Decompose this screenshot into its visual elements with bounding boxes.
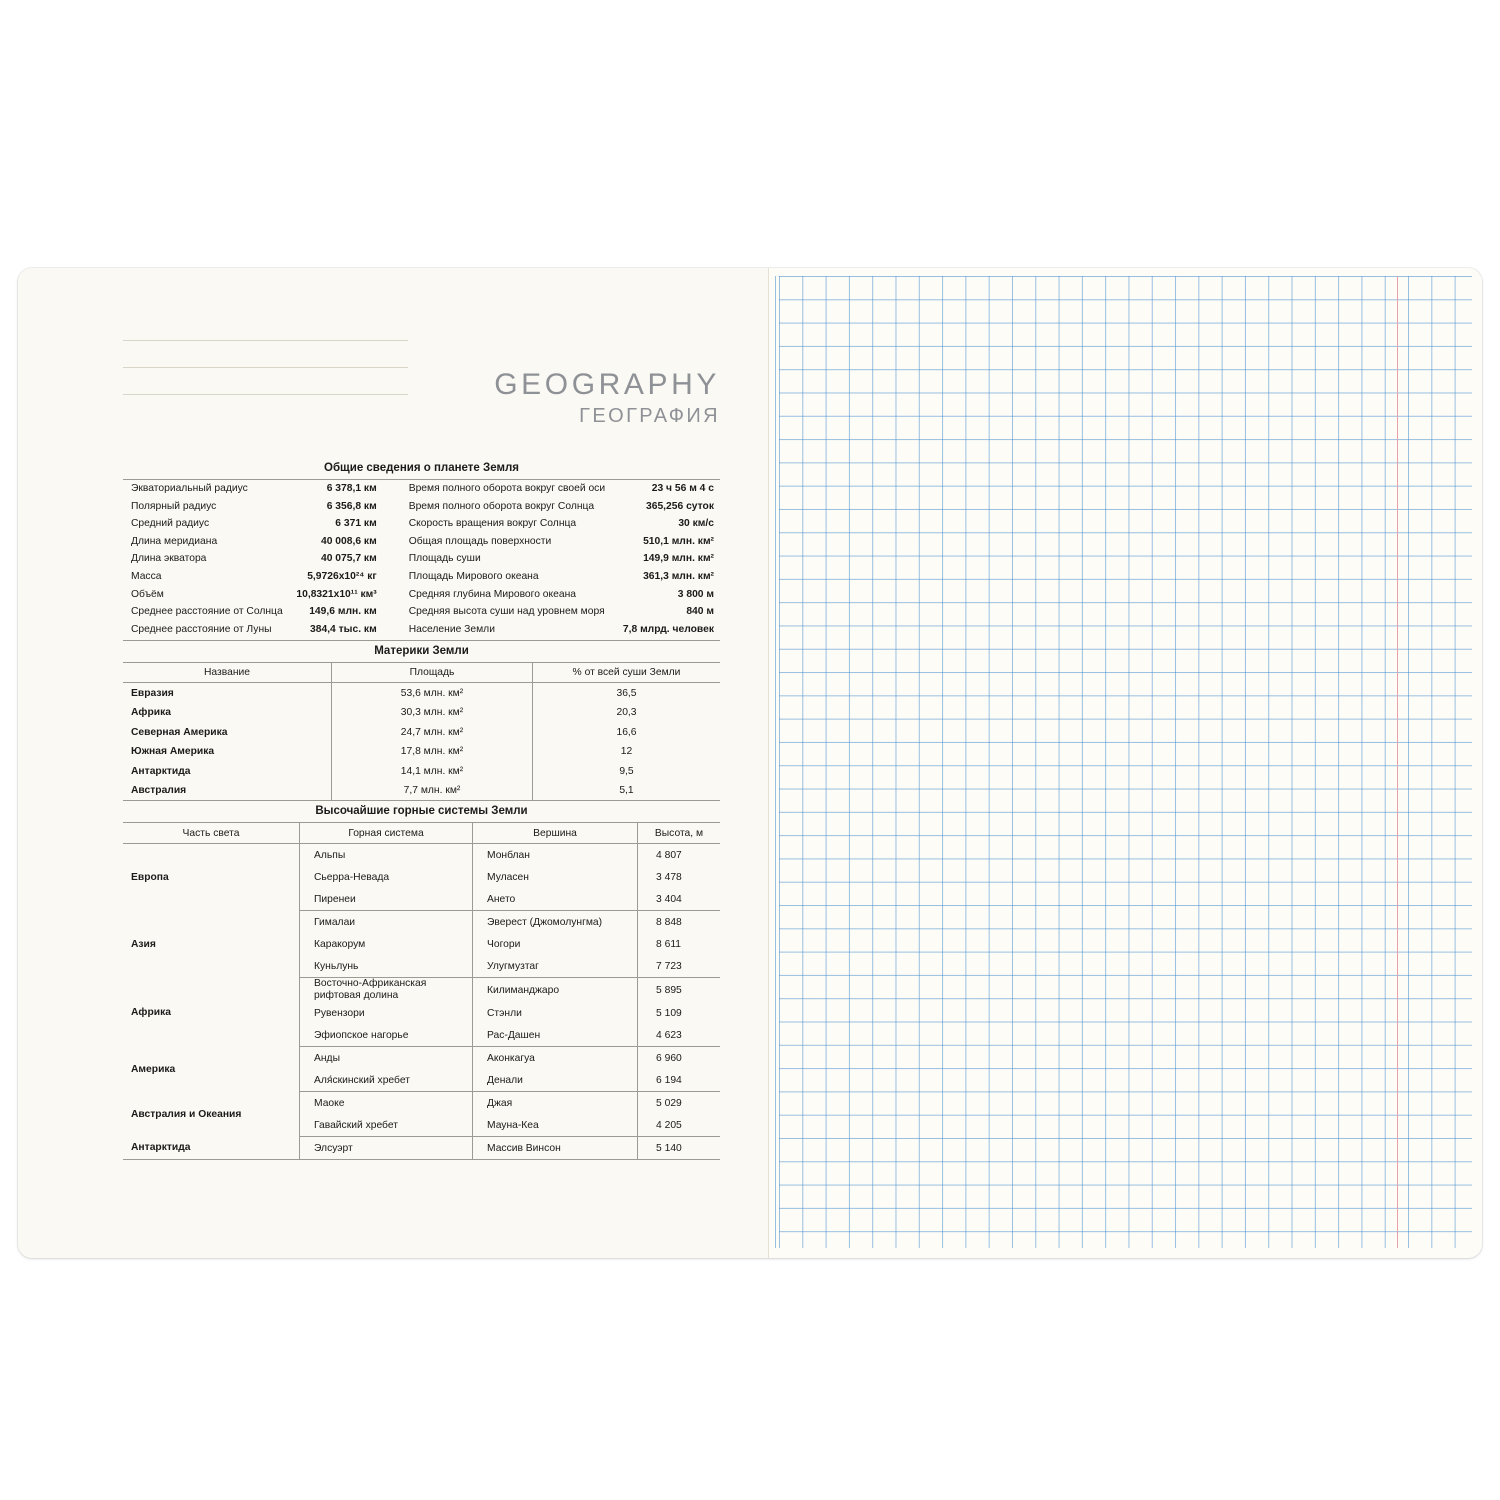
mountain-peak: Эверест (Джомолунгма) [473,911,638,934]
fact-value: 361,3 млн. км² [643,570,714,582]
margin-line [1397,276,1398,1248]
mountain-height: 6 960 [656,1052,682,1064]
column-gap [377,568,391,586]
table-row [123,1047,720,1070]
fact-value: 840 м [686,606,714,618]
column-gap [377,533,391,551]
fact-label: Полярный радиус [131,500,217,512]
fact-value: 149,9 млн. км² [643,553,714,565]
column-gap [377,498,391,516]
continent-name: Антарктида [123,761,332,781]
continents-table [123,663,720,801]
table-row [123,586,720,604]
fact-value: 5,9726x10²⁴ кг [307,570,377,582]
fact-value: 6 371 км [335,518,377,530]
mountain-height: 4 205 [638,1114,721,1137]
fact-label: Длина меридиана [131,535,218,547]
fact-value: 23 ч 56 м 4 с [651,483,714,494]
header-continent-name: Название [123,663,332,683]
table-row [123,568,720,586]
fact-label: Средний радиус [131,518,210,530]
fact-label: Время полного оборота вокруг своей оси [408,483,606,494]
fact-label: Масса [131,570,162,582]
graph-paper-grid [779,276,1472,1248]
continent-percent: 9,5 [619,765,634,777]
header-continent-pct: % от всей суши Земли [533,663,721,683]
continent-area: 24,7 млн. км² [332,722,533,742]
continent-area: 30,3 млн. км² [332,703,533,723]
mountain-peak: Массив Винсон [473,1137,638,1160]
title-russian: ГЕОГРАФИЯ [579,405,720,427]
mountain-peak: Монблан [473,844,638,867]
header-height: Высота, м [638,823,721,844]
table-row [123,1092,720,1115]
fact-value: 7,8 млрд. человек [622,623,714,635]
mountain-system: Элсуэрт [300,1137,473,1160]
mountain-peak: Стэнли [473,1002,638,1024]
mountain-region: Австралия и Океания [123,1092,300,1137]
continent-area: 53,6 млн. км² [332,683,533,703]
mountain-region: Америка [123,1047,300,1092]
mountain-system: Маоке [300,1092,473,1115]
section-title-mountains: Высочайшие горные системы Земли [123,801,720,823]
rule-line [123,394,408,395]
mountain-peak: Килиманджаро [473,978,638,1002]
mountain-region: Европа [123,844,300,911]
mountain-system: Анды [300,1047,473,1070]
column-gap [377,550,391,568]
table-row [123,515,720,533]
fact-value: 10,8321x10¹¹ км³ [296,588,377,600]
fact-label: Объём [131,588,164,600]
fact-label: Скорость вращения вокруг Солнца [408,518,577,530]
table-row [123,550,720,568]
continent-name: Австралия [123,781,332,801]
mountain-height: 3 478 [656,871,682,883]
continent-area: 17,8 млн. км² [332,742,533,762]
fact-label: Длина экватора [131,553,207,565]
mountain-height: 5 029 [656,1097,682,1109]
continent-percent: 20,3 [616,707,637,719]
header-part-of-world: Часть света [123,823,300,844]
content-area [123,458,720,1160]
table-row [123,621,720,641]
mountain-peak: Рас-Дашен [473,1024,638,1047]
mountain-system: Гавайский хребет [300,1114,473,1137]
mountain-height: 5 895 [656,984,682,996]
fact-label: Население Земли [408,623,495,635]
section-title-continents: Материки Земли [123,640,720,663]
section-title-facts: Общие сведения о планете Земля [123,458,720,480]
fact-label: Площадь суши [408,553,481,565]
column-gap [377,603,391,621]
fact-value: 40 008,6 км [320,535,377,547]
column-gap [377,621,391,641]
mountain-system: Аля́скинский хребет [300,1069,473,1092]
mountain-peak: Муласен [473,866,638,888]
header-continent-area: Площадь [332,663,533,683]
mountain-peak: Чогори [473,933,638,955]
mountain-system: Куньлунь [300,955,473,978]
column-gap [377,515,391,533]
table-row [123,978,720,1002]
continent-name: Африка [123,703,332,723]
mountain-height: 5 109 [656,1007,682,1019]
table-row [123,498,720,516]
fact-value: 3 800 м [677,588,714,600]
continent-name: Северная Америка [123,722,332,742]
mountain-system: Каракорум [300,933,473,955]
earth-facts-table [123,480,720,640]
continent-percent: 5,1 [533,781,721,801]
right-page-grid [768,268,1482,1258]
mountain-height: 3 404 [638,888,721,911]
table-row [123,844,720,867]
table-row [123,781,720,801]
fact-label: Среднее расстояние от Солнца [131,606,283,618]
table-header-row [123,823,720,844]
grid-edge-line [775,276,776,1248]
mountain-height: 5 140 [638,1137,721,1160]
mountain-peak: Мауна-Кеа [473,1114,638,1137]
mountain-region: Азия [123,911,300,978]
mountain-height: 8 611 [656,938,682,950]
fact-label: Время полного оборота вокруг Солнца [408,500,595,512]
continent-area: 7,7 млн. км² [332,781,533,801]
mountain-peak: Джая [473,1092,638,1115]
table-row [123,603,720,621]
mountain-peak: Ането [473,888,638,911]
mountain-region: Африка [123,978,300,1047]
table-row [123,761,720,781]
table-header-row [123,663,720,683]
continent-area: 14,1 млн. км² [332,761,533,781]
table-row [123,683,720,703]
table-row [123,722,720,742]
notebook-spread [18,268,1482,1258]
table-row [123,1137,720,1160]
title-english: GEOGRAPHY [494,368,720,401]
fact-label: Общая площадь поверхности [408,535,552,547]
fact-value: 30 км/с [678,518,714,530]
table-row [123,911,720,934]
fact-label: Среднее расстояние от Луны [131,623,272,635]
fact-value: 365,256 суток [645,500,714,512]
mountain-system: Сьерра-Невада [300,866,473,888]
continent-name: Евразия [123,683,332,703]
mountain-system: Рувензори [300,1002,473,1024]
continent-name: Южная Америка [123,742,332,762]
mountain-system: Восточно-Африканская рифтовая долина [300,978,473,1002]
mountain-region: Антарктида [123,1137,300,1160]
mountain-system: Альпы [300,844,473,867]
header-peak: Вершина [473,823,638,844]
mountain-height: 7 723 [638,955,721,978]
mountain-peak: Аконкагуа [473,1047,638,1070]
mountain-system: Эфиопское нагорье [300,1024,473,1047]
left-page [18,268,768,1258]
fact-value: 149,6 млн. км [309,606,377,618]
mountain-height: 6 194 [638,1069,721,1092]
table-row [123,703,720,723]
mountain-height: 4 623 [638,1024,721,1047]
page-title [494,368,720,428]
fact-label: Экваториальный радиус [131,483,248,494]
fact-value: 384,4 тыс. км [310,623,377,635]
fact-label: Средняя высота суши над уровнем моря [408,606,605,618]
mountain-peak: Улугмузтаг [473,955,638,978]
header-mountain-system: Горная система [300,823,473,844]
rule-line [123,340,408,341]
mountain-peak: Денали [473,1069,638,1092]
column-gap [377,586,391,604]
table-row [123,533,720,551]
continent-percent: 12 [620,746,633,758]
fact-value: 6 378,1 км [326,483,377,494]
mountain-height: 4 807 [656,849,682,861]
mountain-height: 8 848 [656,916,682,928]
continent-percent: 16,6 [616,726,637,738]
handwriting-rules [123,340,408,421]
fact-value: 6 356,8 км [326,500,377,512]
mountains-table [123,823,720,1160]
column-gap [377,480,391,498]
table-row [123,480,720,498]
mountain-system: Гималаи [300,911,473,934]
mountain-system: Пиренеи [300,888,473,911]
fact-label: Площадь Мирового океана [408,570,539,582]
fact-label: Средняя глубина Мирового океана [408,588,576,600]
continent-percent: 36,5 [616,687,637,699]
rule-line [123,367,408,368]
fact-value: 510,1 млн. км² [643,535,714,547]
fact-value: 40 075,7 км [320,553,377,565]
table-row [123,742,720,762]
